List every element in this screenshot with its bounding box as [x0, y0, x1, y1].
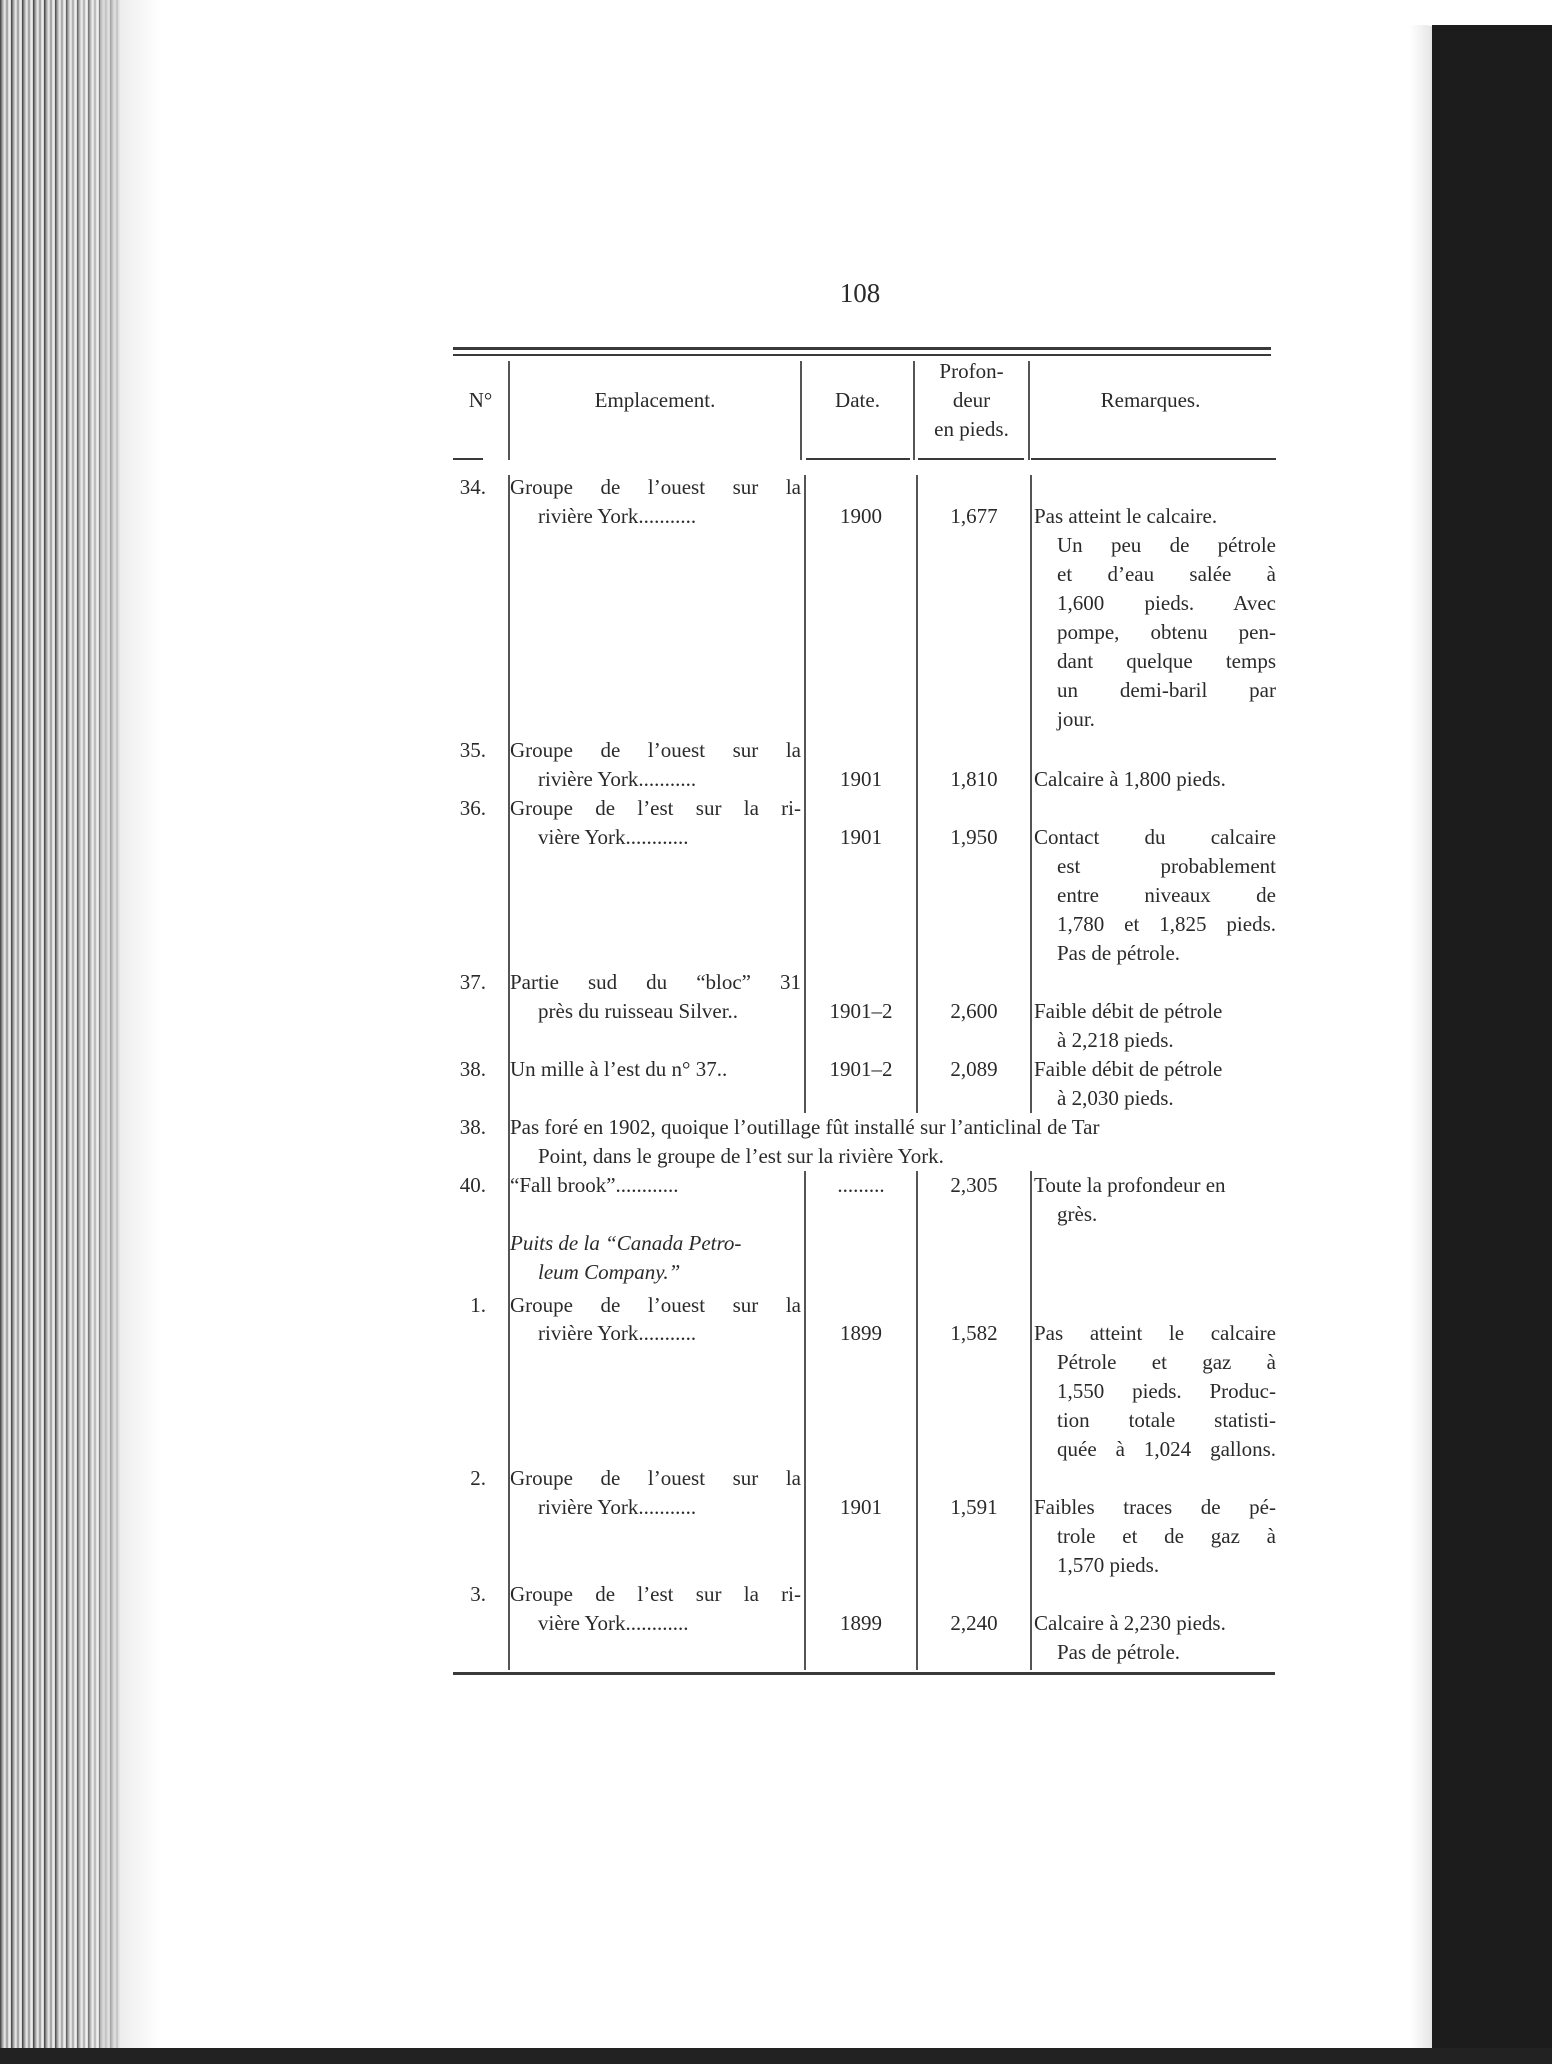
depth-cell: 2,089 — [950, 1057, 998, 1081]
header-rule — [918, 458, 1024, 460]
row-number: 1. — [470, 1293, 486, 1317]
row-number: 2. — [470, 1466, 486, 1490]
date-cell: 1901 — [840, 767, 882, 791]
remark-line: Faibles traces de pé- — [1034, 1495, 1276, 1519]
remark-line: Calcaire à 1,800 pieds. — [1034, 767, 1226, 791]
location-line: “Fall brook”............ — [510, 1173, 679, 1197]
location-line: Groupe de l’ouest sur la — [510, 738, 801, 762]
remark-line: entre niveaux de — [1057, 883, 1276, 907]
remark-line: 1,570 pieds. — [1057, 1553, 1160, 1577]
header-depth-3: en pieds. — [934, 417, 1009, 441]
location-line: Groupe de l’ouest sur la — [510, 1466, 801, 1490]
header-remarks: Remarques. — [1100, 388, 1201, 412]
remark-line: jour. — [1057, 707, 1095, 731]
date-cell: 1901 — [840, 825, 882, 849]
date-cell: 1901–2 — [829, 1057, 893, 1081]
depth-cell: 2,600 — [950, 999, 998, 1023]
remark-line: à 2,218 pieds. — [1057, 1028, 1174, 1052]
date-cell: 1899 — [840, 1611, 882, 1635]
location-line: rivière York........... — [538, 1495, 697, 1519]
remark-line: Pas de pétrole. — [1057, 1640, 1181, 1664]
remark-line: à 2,030 pieds. — [1057, 1086, 1174, 1110]
location-line: Un mille à l’est du n° 37.. — [510, 1057, 728, 1081]
remark-line: est probablement — [1057, 854, 1276, 878]
remark-line: dant quelque temps — [1057, 649, 1276, 673]
section-title: Puits de la “Canada Petro- — [510, 1231, 742, 1255]
remark-line: et d’eau salée à — [1057, 562, 1276, 586]
remark-line: Pas atteint le calcaire — [1034, 1321, 1276, 1345]
row-number: 37. — [459, 970, 486, 994]
header-no: N° — [468, 388, 493, 412]
row-number: 34. — [459, 475, 486, 499]
scan-bottom-edge — [0, 2048, 1552, 2064]
remark-line: Un peu de pétrole — [1057, 533, 1276, 557]
location-line: Groupe de l’est sur la ri- — [510, 1582, 801, 1606]
header-location: Emplacement. — [594, 388, 716, 412]
header-rule — [1031, 458, 1276, 460]
remark-line: 1,550 pieds. Produc- — [1057, 1379, 1276, 1403]
remark-line: quée à 1,024 gallons. — [1057, 1437, 1276, 1461]
location-line: rivière York........... — [538, 767, 697, 791]
depth-cell: 1,810 — [950, 767, 998, 791]
remark-line: 1,600 pieds. Avec — [1057, 591, 1276, 615]
gutter-shadow — [100, 0, 160, 2064]
header-depth-2: deur — [952, 388, 991, 412]
remark-line: un demi-baril par — [1057, 678, 1276, 702]
location-line: Partie sud du “bloc” 31 — [510, 970, 801, 994]
row-number: 35. — [459, 738, 486, 762]
remark-line: tion totale statisti- — [1057, 1408, 1276, 1432]
location-line: rivière York........... — [538, 504, 697, 528]
date-cell: 1901–2 — [829, 999, 893, 1023]
header-rule — [806, 458, 910, 460]
remark-line: Calcaire à 2,230 pieds. — [1034, 1611, 1226, 1635]
date-cell: ......... — [837, 1173, 885, 1197]
location-line: vière York............ — [538, 1611, 689, 1635]
date-cell: 1899 — [840, 1321, 882, 1345]
date-cell: 1901 — [840, 1495, 882, 1519]
location-line: vière York............ — [538, 825, 689, 849]
remark-line: Pas de pétrole. — [1057, 941, 1181, 965]
table-top-rule — [453, 347, 1271, 350]
header-depth-1: Profon- — [939, 359, 1004, 383]
remark-line: Pas atteint le calcaire. — [1034, 504, 1218, 528]
row-number: 38. — [459, 1115, 486, 1139]
location-line: rivière York........... — [538, 1321, 697, 1345]
header-date: Date. — [835, 388, 880, 412]
spanning-note-line: Pas foré en 1902, quoique l’outillage fût installé sur l’anticlinal de Tar — [510, 1113, 1274, 1142]
location-line: Groupe de l’ouest sur la — [510, 475, 801, 499]
header-rule — [453, 458, 483, 460]
row-number: 40. — [459, 1173, 486, 1197]
section-title: leum Company.” — [538, 1260, 681, 1284]
page-number: 108 — [839, 278, 881, 308]
remark-line: 1,780 et 1,825 pieds. — [1057, 912, 1276, 936]
depth-cell: 1,591 — [950, 1495, 998, 1519]
location-line: Groupe de l’ouest sur la — [510, 1293, 801, 1317]
column-separator — [1030, 475, 1032, 1670]
depth-cell: 1,582 — [950, 1321, 998, 1345]
depth-cell: 2,305 — [950, 1173, 998, 1197]
row-number: 38. — [459, 1057, 486, 1081]
remark-line: pompe, obtenu pen- — [1057, 620, 1276, 644]
depth-cell: 1,677 — [950, 504, 998, 528]
remark-line: Pétrole et gaz à — [1057, 1350, 1276, 1374]
depth-cell: 1,950 — [950, 825, 998, 849]
depth-cell: 2,240 — [950, 1611, 998, 1635]
remark-line: Contact du calcaire — [1034, 825, 1276, 849]
table-top-rule-2 — [453, 354, 1271, 356]
remark-line: grès. — [1057, 1202, 1098, 1226]
row-number: 3. — [470, 1582, 486, 1606]
remark-line: Faible débit de pétrole — [1034, 999, 1223, 1023]
date-cell: 1900 — [840, 504, 882, 528]
remark-line: trole et de gaz à — [1057, 1524, 1276, 1548]
row-number: 36. — [459, 796, 486, 820]
remark-line: Toute la profondeur en — [1034, 1173, 1226, 1197]
location-line: près du ruisseau Silver.. — [538, 999, 739, 1023]
spanning-note-line: Point, dans le groupe de l’est sur la rivière York. — [538, 1142, 1274, 1171]
book-cover-right — [1410, 25, 1552, 2064]
remark-line: Faible débit de pétrole — [1034, 1057, 1223, 1081]
table-bottom-rule — [453, 1672, 1275, 1675]
location-line: Groupe de l’est sur la ri- — [510, 796, 801, 820]
